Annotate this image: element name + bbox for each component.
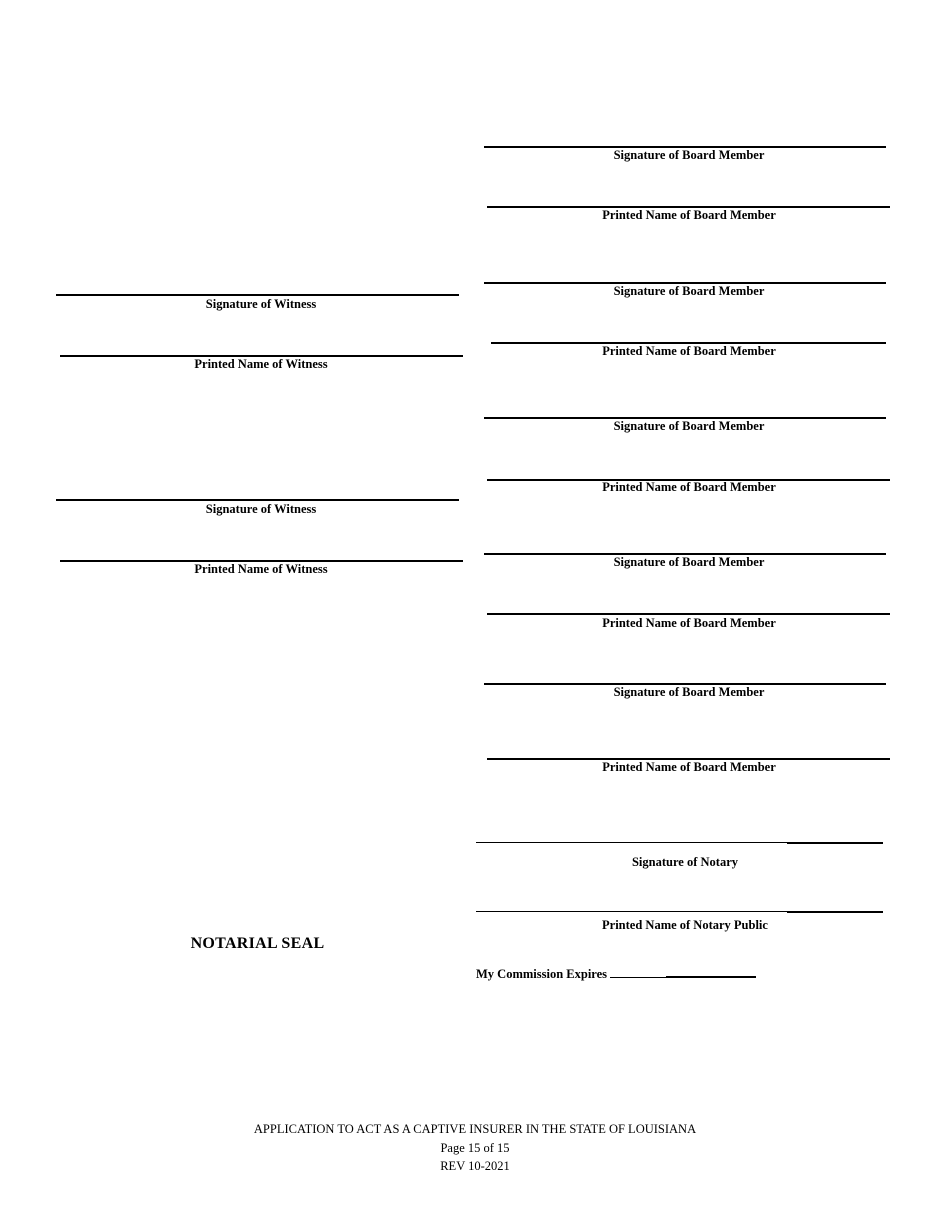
notary-signature-label: Signature of Notary xyxy=(631,855,738,869)
footer-revision: REV 10-2021 xyxy=(440,1159,510,1173)
commission-expires-blank[interactable] xyxy=(610,966,756,978)
board-member-signature-label-3: Signature of Board Member xyxy=(613,419,765,433)
commission-expires-label: My Commission Expires xyxy=(476,967,608,981)
page-footer xyxy=(0,1120,950,1176)
board-member-printed-name-label-5: Printed Name of Board Member xyxy=(602,760,776,774)
commission-expires xyxy=(476,966,756,982)
witness-signature-label-1: Signature of Witness xyxy=(205,297,317,311)
footer-page-number: Page 15 of 15 xyxy=(440,1140,510,1155)
board-member-signature-label-5: Signature of Board Member xyxy=(613,685,765,699)
board-member-printed-name-label-1: Printed Name of Board Member xyxy=(602,208,776,222)
footer-title: APPLICATION TO ACT AS A CAPTIVE INSURER IN THE STATE OF LOUISIANA xyxy=(253,1122,697,1136)
witness-signature-line-1[interactable] xyxy=(56,294,459,296)
notarial-seal-label: NOTARIAL SEAL xyxy=(190,935,325,952)
notary-printed-name-label: Printed Name of Notary Public xyxy=(602,918,768,932)
board-member-printed-name-label-3: Printed Name of Board Member xyxy=(602,480,776,494)
witness-signature-label-2: Signature of Witness xyxy=(205,502,317,516)
witness-printed-name-label-2: Printed Name of Witness xyxy=(194,562,328,576)
board-member-printed-name-label-4: Printed Name of Board Member xyxy=(602,616,776,630)
witness-printed-name-label-1: Printed Name of Witness xyxy=(194,357,328,371)
board-member-signature-label-4: Signature of Board Member xyxy=(613,555,765,569)
board-member-signature-label-1: Signature of Board Member xyxy=(613,148,765,162)
board-member-printed-name-label-2: Printed Name of Board Member xyxy=(602,344,776,358)
notary-signature-line-accent xyxy=(787,842,883,844)
notary-printed-name-line-accent xyxy=(787,911,883,913)
witness-signature-line-2[interactable] xyxy=(56,499,459,501)
board-member-signature-label-2: Signature of Board Member xyxy=(613,284,765,298)
board-member-printed-name-line-4[interactable] xyxy=(487,613,890,615)
